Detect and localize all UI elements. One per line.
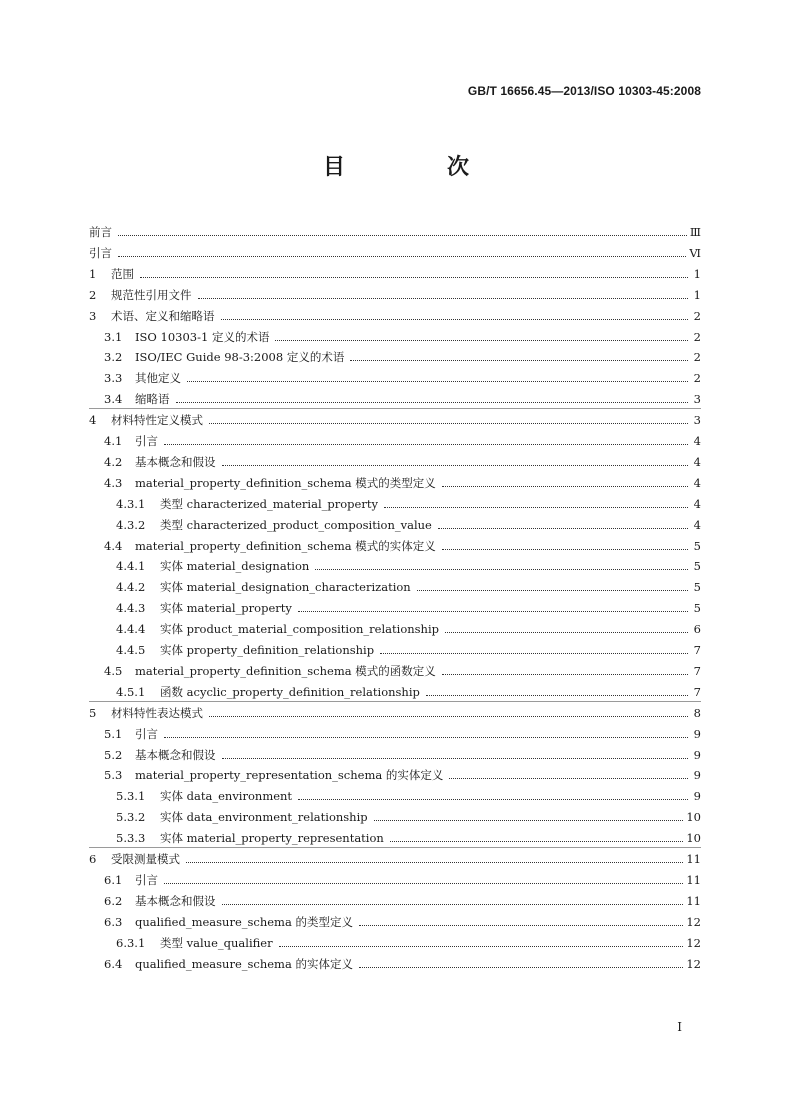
toc-dot-leader [164, 737, 688, 738]
toc-entry-number: 5.2 [104, 747, 123, 762]
toc-entry-page: 2 [693, 329, 701, 344]
toc-entry-label: 术语、定义和缩略语 [111, 308, 215, 323]
toc-entry[interactable] [89, 428, 701, 448]
toc-entry-label: 范围 [111, 266, 134, 281]
toc-entry-label: ISO 10303-1 定义的术语 [135, 329, 270, 344]
toc-entry-page: 2 [693, 371, 701, 386]
toc-entry-number: 5.1 [104, 726, 123, 741]
toc-dot-leader [359, 967, 683, 968]
toc-entry-label: qualified_measure_schema 的实体定义 [135, 956, 353, 971]
toc-entry-number: 4.4 [104, 538, 123, 553]
toc-entry-number: 4.4.1 [116, 559, 146, 574]
toc-entry-number: 6.3.1 [116, 935, 146, 950]
toc-entry-number: 4.4.4 [116, 622, 146, 637]
toc-entry-label: 基本概念和假设 [135, 747, 216, 762]
toc-entry-label: 函数 acyclic_property_definition_relationship [160, 684, 420, 699]
toc-entry-label: 规范性引用文件 [111, 287, 192, 302]
toc-dot-leader [417, 590, 688, 591]
toc-entry-label: material_property_definition_schema 模式的函数定义 [135, 663, 436, 678]
toc-entry-page: Ⅵ [689, 245, 701, 260]
toc-entry[interactable] [89, 491, 701, 511]
toc-entry-label: 缩略语 [135, 392, 170, 407]
section-divider [89, 408, 701, 409]
toc-entry-number: 4.4.5 [116, 643, 146, 657]
toc-dot-leader [298, 799, 688, 800]
toc-entry-page: 10 [686, 810, 701, 825]
toc-dot-leader [315, 569, 688, 570]
toc-entry[interactable] [89, 846, 701, 866]
toc-dot-leader [164, 444, 688, 445]
section-divider [89, 701, 701, 702]
toc-dot-leader [186, 862, 683, 863]
toc-entry-label: material_property_definition_schema 模式的类型定义 [135, 475, 436, 490]
toc-entry[interactable] [89, 679, 701, 699]
toc-entry-label: 前言 [89, 225, 112, 239]
toc-dot-leader [350, 360, 688, 361]
toc-entry[interactable] [89, 658, 701, 678]
toc-entry-label: 引言 [135, 872, 158, 887]
toc-entry-page: 4 [693, 475, 701, 490]
toc-entry-page: 3 [693, 413, 701, 428]
toc-entry-label: 实体 material_property_representation [160, 831, 384, 846]
toc-entry-number: 4.4.3 [116, 601, 146, 616]
toc-dot-leader [221, 319, 689, 320]
toc-entry-page: 11 [686, 852, 701, 866]
toc-entry-label: 实体 material_designation_characterization [160, 580, 411, 595]
toc-entry[interactable] [89, 825, 701, 845]
toc-entry-label: 实体 product_material_composition_relationship [160, 622, 439, 637]
toc-entry-label: material_property_definition_schema 模式的实体定义 [135, 538, 436, 553]
toc-entry-page: 11 [686, 893, 701, 908]
toc-entry-page: 5 [693, 580, 701, 595]
toc-dot-leader [279, 946, 684, 947]
toc-entry-page: 9 [693, 747, 701, 762]
document-code-header: GB/T 16656.45—2013/ISO 10303-45:2008 [467, 84, 701, 98]
toc-entry-page: Ⅲ [689, 225, 701, 239]
toc-dot-leader [118, 235, 687, 236]
page-number: I [677, 1020, 682, 1034]
toc-dot-leader [118, 256, 686, 257]
toc-entry-number: 5.3 [104, 768, 123, 783]
toc-entry-label: 其他定义 [135, 371, 181, 386]
toc-entry-label: 类型 characterized_product_composition_value [160, 517, 432, 532]
toc-entry-label: 实体 material_property [160, 601, 292, 616]
toc-entry-number: 4.3.1 [116, 496, 146, 511]
toc-entry-label: 引言 [89, 245, 112, 260]
toc-entry-page: 7 [693, 643, 701, 657]
section-divider [89, 847, 701, 848]
toc-entry-label: material_property_representation_schema 的实体定义 [135, 768, 444, 783]
toc-entry[interactable] [89, 930, 701, 950]
toc-dot-leader [222, 465, 689, 466]
toc-dot-leader [442, 549, 688, 550]
toc-entry[interactable] [89, 324, 701, 344]
toc-entry-page: 4 [693, 454, 701, 469]
toc-dot-leader [359, 925, 683, 926]
toc-entry[interactable] [89, 867, 701, 887]
toc-dot-leader [298, 611, 688, 612]
page-title: 目 次 [322, 154, 509, 180]
toc-entry-label: ISO/IEC Guide 98-3:2008 定义的术语 [135, 350, 345, 365]
toc-dot-leader [384, 507, 688, 508]
toc-entry-number: 6.2 [104, 893, 123, 908]
toc-entry[interactable] [89, 512, 701, 532]
toc-entry-number: 3.3 [104, 371, 123, 386]
toc-entry-label: 基本概念和假设 [135, 454, 216, 469]
toc-entry-number: 5 [89, 705, 97, 720]
toc-entry-page: 5 [693, 538, 701, 553]
toc-entry-number: 6.3 [104, 914, 123, 929]
toc-entry-page: 5 [693, 601, 701, 616]
toc-entry-number: 4 [89, 413, 97, 428]
toc-entry[interactable] [89, 533, 701, 553]
toc-entry[interactable] [89, 951, 701, 971]
toc-entry-label: 类型 value_qualifier [160, 935, 273, 950]
toc-entry[interactable] [89, 700, 701, 720]
toc-entry[interactable] [89, 616, 701, 636]
toc-entry-page: 1 [693, 287, 701, 302]
toc-entry-label: 材料特性表达模式 [111, 705, 203, 720]
toc-entry-number: 3.4 [104, 392, 123, 407]
toc-entry-page: 6 [693, 622, 701, 637]
toc-entry-label: 引言 [135, 434, 158, 448]
toc-entry-label: 实体 data_environment_relationship [160, 810, 368, 825]
toc-entry[interactable] [89, 219, 701, 239]
toc-dot-leader [140, 277, 688, 278]
toc-dot-leader [222, 904, 684, 905]
toc-entry-label: 材料特性定义模式 [111, 413, 203, 428]
toc-entry-page: 5 [693, 559, 701, 574]
toc-entry[interactable] [89, 282, 701, 302]
toc-dot-leader [374, 820, 684, 821]
toc-entry-label: 基本概念和假设 [135, 893, 216, 908]
toc-entry[interactable] [89, 303, 701, 323]
toc-entry-page: 12 [686, 914, 701, 929]
toc-dot-leader [222, 758, 689, 759]
toc-entry-label: 实体 material_designation [160, 559, 310, 574]
toc-dot-leader [275, 340, 688, 341]
toc-dot-leader [426, 695, 688, 696]
toc-dot-leader [445, 632, 688, 633]
toc-entry-number: 3.2 [104, 350, 123, 365]
toc-entry-number: 3 [89, 308, 97, 323]
toc-entry-number: 4.1 [104, 434, 123, 448]
toc-dot-leader [176, 402, 689, 403]
toc-entry-number: 4.2 [104, 454, 123, 469]
toc-entry[interactable] [89, 742, 701, 762]
toc-entry-page: 9 [693, 789, 701, 804]
toc-entry[interactable] [89, 783, 701, 803]
toc-dot-leader [164, 883, 683, 884]
toc-dot-leader [187, 381, 688, 382]
toc-dot-leader [209, 423, 688, 424]
toc-entry-label: 实体 data_environment [160, 789, 293, 804]
toc-dot-leader [442, 486, 688, 487]
toc-entry-page: 12 [686, 935, 701, 950]
toc-entry[interactable] [89, 762, 701, 782]
toc-entry[interactable] [89, 261, 701, 281]
toc-entry-number: 3.1 [104, 329, 123, 344]
toc-entry[interactable] [89, 804, 701, 824]
toc-entry-page: 7 [693, 663, 701, 678]
toc-entry-label: 实体 property_definition_relationship [160, 643, 375, 657]
toc-entry-page: 9 [693, 726, 701, 741]
toc-entry-label: 受限测量模式 [111, 852, 180, 866]
toc-entry-number: 6 [89, 852, 97, 866]
toc-entry[interactable] [89, 721, 701, 741]
toc-entry[interactable] [89, 595, 701, 615]
toc-entry-number: 4.3.2 [116, 517, 146, 532]
toc-entry[interactable] [89, 386, 701, 406]
toc-dot-leader [438, 528, 688, 529]
toc-entry[interactable] [89, 888, 701, 908]
toc-entry[interactable] [89, 637, 701, 657]
toc-entry-page: 3 [693, 392, 701, 407]
toc-entry-label: 类型 characterized_material_property [160, 496, 378, 511]
toc-entry-page: 1 [693, 266, 701, 281]
toc-entry-page: 4 [693, 434, 701, 448]
toc-entry-number: 5.3.1 [116, 789, 146, 804]
toc-entry[interactable] [89, 470, 701, 490]
toc-entry-page: 12 [686, 956, 701, 971]
toc-entry[interactable] [89, 909, 701, 929]
toc-entry-page: 2 [693, 350, 701, 365]
toc-entry[interactable] [89, 449, 701, 469]
toc-entry-number: 6.4 [104, 956, 123, 971]
toc-dot-leader [449, 778, 688, 779]
toc-dot-leader [390, 841, 684, 842]
toc-dot-leader [209, 716, 688, 717]
toc-entry[interactable] [89, 553, 701, 573]
toc-entry-page: 9 [693, 768, 701, 783]
toc-entry-label: 引言 [135, 726, 158, 741]
toc-dot-leader [380, 653, 688, 654]
toc-entry-page: 7 [693, 684, 701, 699]
toc-entry-number: 2 [89, 287, 97, 302]
toc-entry-number: 4.5.1 [116, 684, 146, 699]
toc-entry-page: 4 [693, 496, 701, 511]
toc-entry[interactable] [89, 240, 701, 260]
toc-entry-page: 4 [693, 517, 701, 532]
toc-entry[interactable] [89, 344, 701, 364]
toc-entry-number: 5.3.3 [116, 831, 146, 846]
toc-entry-number: 4.4.2 [116, 580, 146, 595]
toc-entry[interactable] [89, 407, 701, 427]
toc-dot-leader [198, 298, 689, 299]
toc-entry-number: 6.1 [104, 872, 123, 887]
toc-entry-page: 8 [693, 705, 701, 720]
toc-entry-page: 11 [686, 872, 701, 887]
toc-entry-number: 4.3 [104, 475, 123, 490]
toc-entry-number: 5.3.2 [116, 810, 146, 825]
toc-entry[interactable] [89, 574, 701, 594]
toc-entry-number: 1 [89, 266, 97, 281]
toc-dot-leader [442, 674, 688, 675]
toc-entry-page: 2 [693, 308, 701, 323]
toc-entry-page: 10 [686, 831, 701, 846]
toc-entry-number: 4.5 [104, 663, 123, 678]
toc-entry[interactable] [89, 365, 701, 385]
toc-entry-label: qualified_measure_schema 的类型定义 [135, 914, 353, 929]
